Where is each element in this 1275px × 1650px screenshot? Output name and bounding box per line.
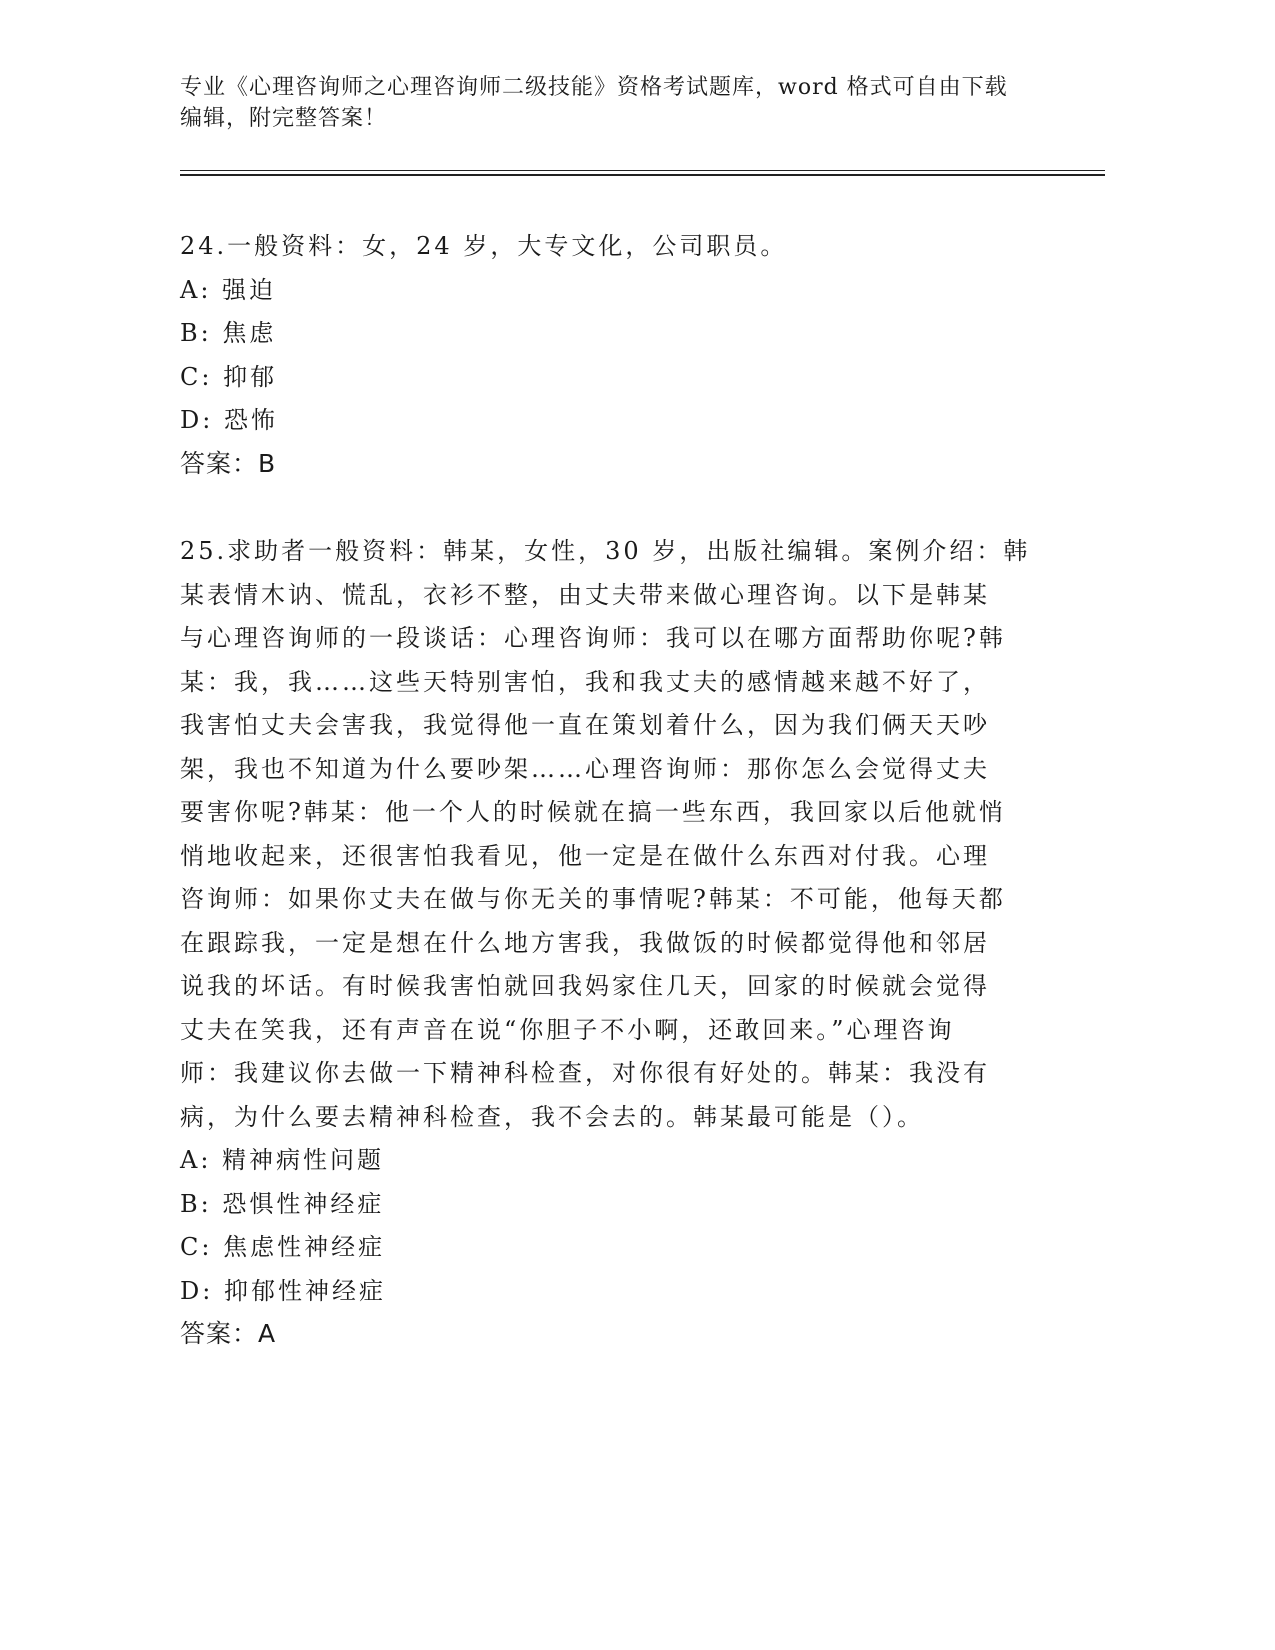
option-c: C: 抑郁	[180, 362, 278, 391]
option-b: B: 恐惧性神经症	[180, 1189, 385, 1218]
question-stem-line: 与心理咨询师的一段谈话：心理咨询师：我可以在哪方面帮助你呢?韩	[180, 624, 1006, 652]
question-stem-line: 在跟踪我，一定是想在什么地方害我，我做饭的时候都觉得他和邻居	[180, 928, 990, 957]
option-a: A: 强迫	[180, 275, 277, 304]
question-stem-line: 要害你呢?韩某：他一个人的时候就在搞一些东西，我回家以后他就悄	[180, 798, 1006, 826]
question-stem-line: 我害怕丈夫会害我，我觉得他一直在策划着什么，因为我们俩天天吵	[180, 711, 990, 739]
header-line: 专业《心理咨询师之心理咨询师二级技能》资格考试题库，word 格式可自由下载	[180, 75, 1008, 100]
header-divider-thin	[180, 170, 1105, 171]
question-stem-line: 咨询师：如果你丈夫在做与你无关的事情呢?韩某：不可能，他每天都	[180, 885, 1006, 913]
question-stem-line: 丈夫在笑我，还有声音在说“你胆子不小啊，还敢回来。”心理咨询	[180, 1015, 955, 1044]
option-a: A: 精神病性问题	[180, 1146, 385, 1174]
header-line: 编辑，附完整答案！	[180, 106, 388, 131]
question-stem-line: 病，为什么要去精神科检查，我不会去的。韩某最可能是（）。	[180, 1102, 924, 1131]
question-stem: 24.一般资料：女，24 岁，大专文化，公司职员。	[180, 232, 788, 260]
question-stem-line: 师：我建议你去做一下精神科检查，对你很有好处的。韩某：我没有	[180, 1059, 990, 1087]
header-divider-thick	[180, 174, 1105, 176]
option-d: D: 抑郁性神经症	[180, 1276, 386, 1305]
question-stem-line: 某表情木讷、慌乱，衣衫不整，由丈夫带来做心理咨询。以下是韩某	[180, 580, 990, 609]
option-b: B: 焦虑	[180, 319, 277, 347]
answer-line: 答案：B	[180, 448, 277, 478]
question-stem-line: 说我的坏话。有时候我害怕就回我妈家住几天，回家的时候就会觉得	[180, 972, 990, 1000]
question-stem-line: 25.求助者一般资料：韩某，女性，30 岁，出版社编辑。案例介绍：韩	[180, 537, 1031, 565]
question-stem-line: 某：我，我……这些天特别害怕，我和我丈夫的感情越来越不好了，	[180, 667, 990, 696]
question-25	[180, 533, 1040, 1360]
option-c: C: 焦虑性神经症	[180, 1233, 386, 1261]
document-header	[180, 72, 1040, 134]
option-d: D: 恐怖	[180, 406, 278, 434]
question-stem-line: 悄地收起来，还很害怕我看见，他一定是在做什么东西对付我。心理	[180, 841, 990, 870]
question-stem-line: 架，我也不知道为什么要吵架……心理咨询师：那你怎么会觉得丈夫	[180, 754, 990, 783]
question-24	[180, 228, 1040, 489]
answer-line: 答案：A	[180, 1319, 277, 1348]
